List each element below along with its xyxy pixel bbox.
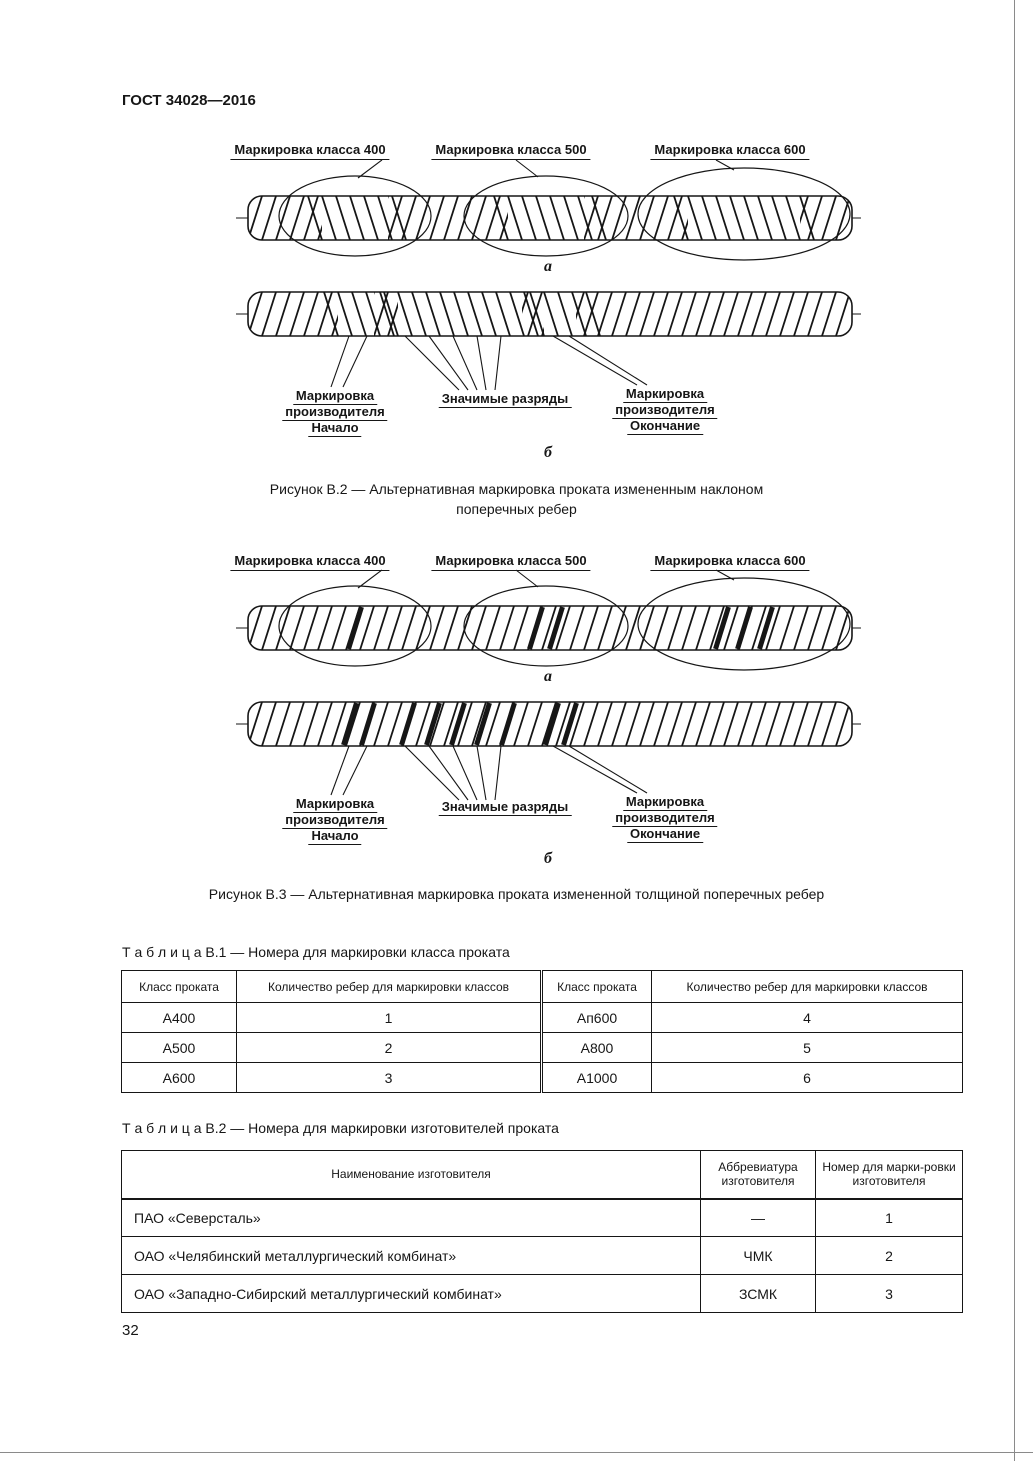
table-row [122,1003,963,1033]
label-line: Окончание [627,419,703,435]
figure-b2-caption [0,479,1033,519]
label-line: Значимые разряды [439,800,572,816]
table-cell: 1 [816,1199,963,1237]
table-row [122,1237,963,1275]
figure-b2-sub-a: а [544,258,552,275]
table-cell: 2 [237,1033,542,1063]
table-header-cell: Количество ребер для маркировки классов [652,971,963,1003]
table-b2 [121,1150,963,1313]
figure-b3-producer-start-label [282,797,387,845]
figure-b2-diagram-b [234,292,878,390]
figure-b2-class-400-label: Маркировка класса 400 [230,142,389,160]
figure-b3-significant-digits-label [439,800,572,816]
table-header-cell: Класс проката [122,971,237,1003]
label-line: Окончание [627,827,703,843]
table-header-cell: Номер для марки-ровки изготовителя [816,1151,963,1199]
label-line: Значимые разряды [439,392,572,408]
table-cell: ЗСМК [701,1275,816,1313]
label-line: Начало [308,829,361,845]
label-line: Маркировка [623,795,707,811]
figure-b2-significant-digits-label [439,392,572,408]
caption-line: поперечных ребер [456,501,577,517]
figure-b2-diagram-a [234,160,878,260]
table-cell: — [701,1199,816,1237]
table-cell: А600 [122,1063,237,1093]
table-cell: ОАО «Западно-Сибирский металлургический комбинат» [122,1275,701,1313]
table-cell: 2 [816,1237,963,1275]
label-line: производителя [282,813,387,829]
table-cell: А800 [542,1033,652,1063]
table-cell: 3 [816,1275,963,1313]
table-cell: А1000 [542,1063,652,1093]
table-cell: ПАО «Северсталь» [122,1199,701,1237]
document-header: ГОСТ 34028—2016 [122,92,256,109]
table-cell: 6 [652,1063,963,1093]
figure-b3-sub-b: б [544,850,552,867]
page-number: 32 [122,1322,139,1339]
figure-b2-sub-b: б [544,444,552,461]
table-row [122,1033,963,1063]
figure-b3-class-600-label: Маркировка класса 600 [650,553,809,571]
figure-b3-class-500-label: Маркировка класса 500 [431,553,590,571]
table-header-cell: Класс проката [542,971,652,1003]
table-row [122,1275,963,1313]
table-cell: А500 [122,1033,237,1063]
table-cell: ОАО «Челябинский металлургический комбинат» [122,1237,701,1275]
label-line: производителя [282,405,387,421]
table-row [122,1199,963,1237]
figure-b3-caption [0,884,1033,904]
table-b2-title: Т а б л и ц а В.2 — Номера для маркировки изготовителей проката [122,1120,559,1136]
table-b2-header-row [122,1151,963,1199]
figure-b3-diagram-b [234,702,878,800]
scan-edge-bottom [0,1452,1033,1453]
figure-b3-producer-end-label [612,795,717,843]
table-row [122,1063,963,1093]
label-line: производителя [612,403,717,419]
table-cell: 4 [652,1003,963,1033]
label-line: производителя [612,811,717,827]
figure-b3-sub-a: а [544,668,552,685]
table-cell: ЧМК [701,1237,816,1275]
label-line: Маркировка [623,387,707,403]
figure-b2-producer-end-label [612,387,717,435]
figure-b3-class-400-label: Маркировка класса 400 [230,553,389,571]
table-header-cell: Аббревиатура изготовителя [701,1151,816,1199]
scan-edge-right [1014,0,1015,1461]
figure-b2-class-500-label: Маркировка класса 500 [431,142,590,160]
table-b1-header-row [122,971,963,1003]
table-b1-title: Т а б л и ц а В.1 — Номера для маркировки класса проката [122,944,510,960]
label-line: Маркировка [293,389,377,405]
table-cell: 1 [237,1003,542,1033]
table-cell: А400 [122,1003,237,1033]
figure-b2-producer-start-label [282,389,387,437]
table-cell: Ап600 [542,1003,652,1033]
figure-b3-diagram-a [234,570,878,670]
table-header-cell: Количество ребер для маркировки классов [237,971,542,1003]
table-header-cell: Наименование изготовителя [122,1151,701,1199]
table-cell: 3 [237,1063,542,1093]
figure-b2-class-600-label: Маркировка класса 600 [650,142,809,160]
label-line: Маркировка [293,797,377,813]
caption-line: Рисунок В.3 — Альтернативная маркировка проката измененной толщиной поперечных ребер [208,886,825,902]
caption-line: Рисунок В.2 — Альтернативная маркировка проката измененным наклоном [269,481,764,497]
label-line: Начало [308,421,361,437]
table-cell: 5 [652,1033,963,1063]
table-b1 [121,970,963,1093]
